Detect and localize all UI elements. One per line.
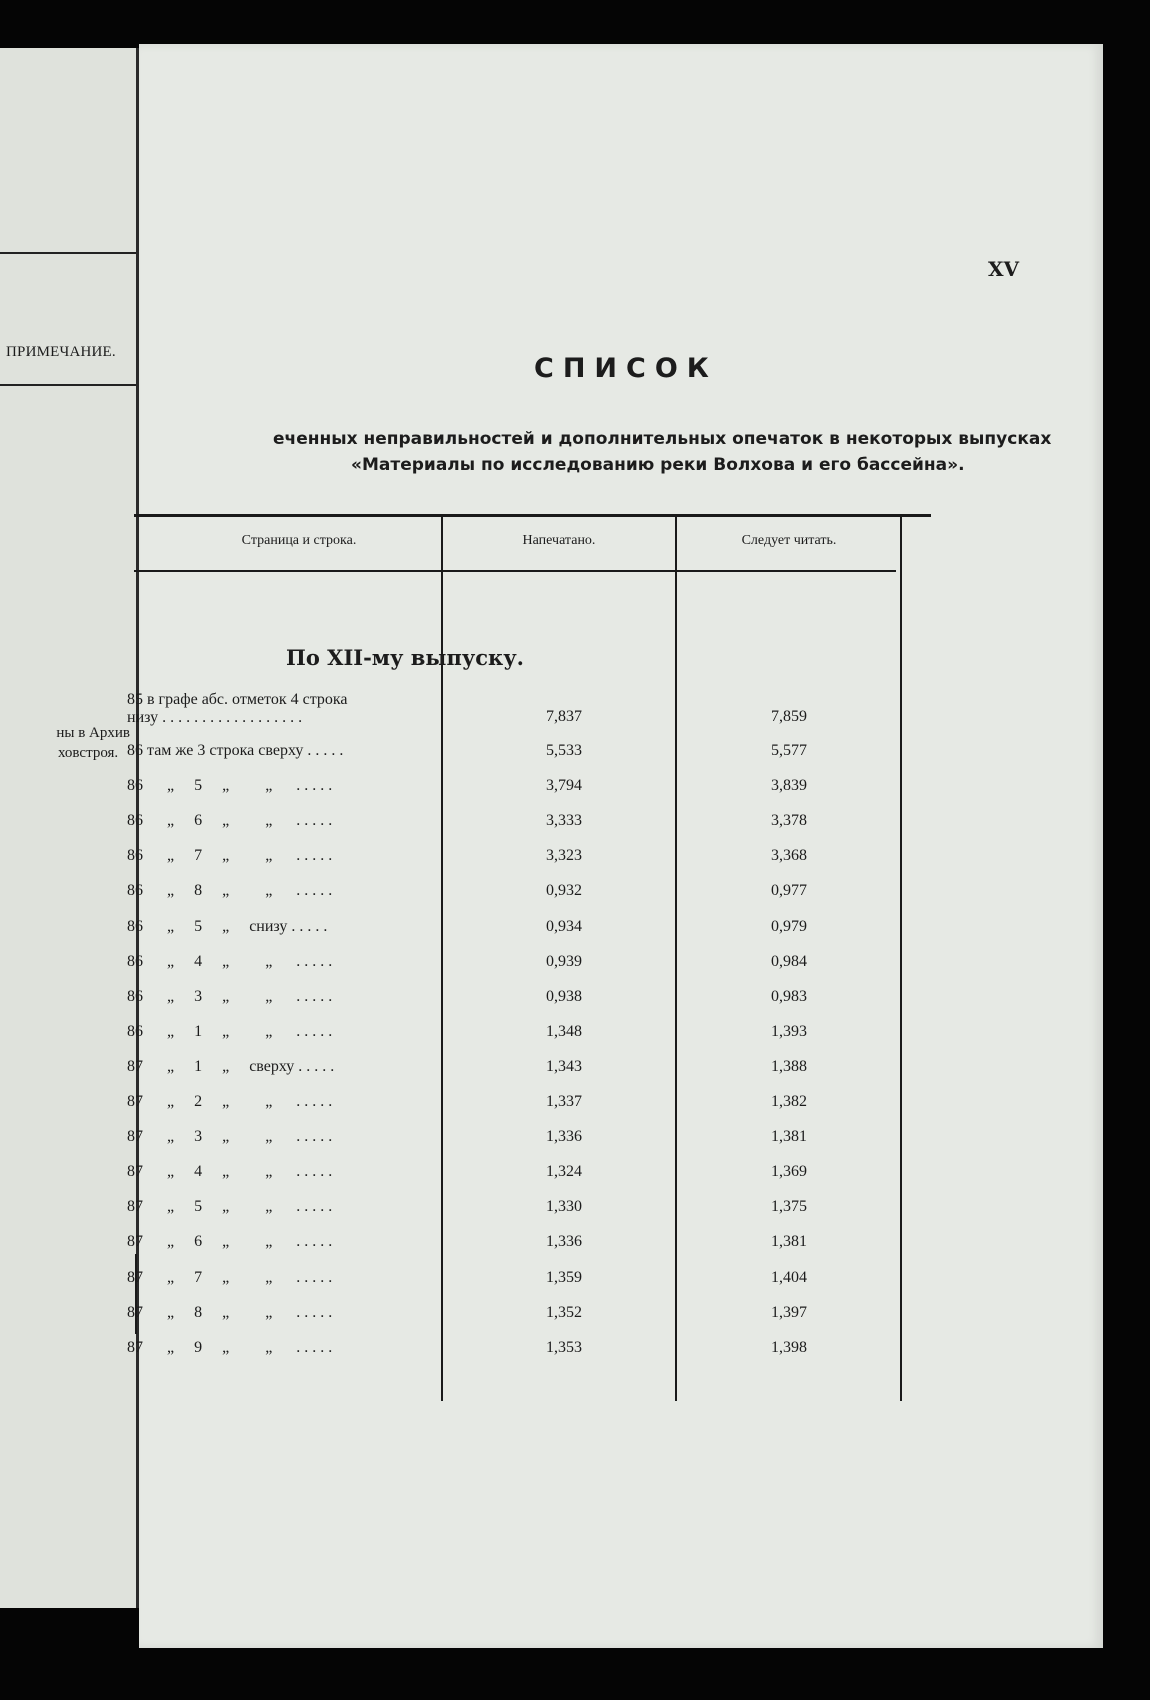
row-should-read-value: 3,839 (771, 777, 807, 795)
left-text-line2: ховстроя. (58, 745, 119, 761)
row-page-line: 87 „ 6 „ „ . . . . . (127, 1233, 333, 1251)
row-should-read-value: 0,979 (771, 917, 807, 935)
row-page-line: 87 „ 5 „ „ . . . . . (127, 1198, 333, 1216)
row-page-line: 87 „ 2 „ „ . . . . . (127, 1093, 333, 1110)
row-printed-value: 0,938 (546, 987, 582, 1005)
row-should-read-value: 1,382 (771, 1093, 807, 1110)
row-printed-value: 1,348 (546, 1022, 582, 1040)
page-title: СПИСОК (534, 353, 718, 384)
row-page-line: 87 „ 7 „ „ . . . . . (127, 1268, 333, 1286)
row-page-line: 86 „ 4 „ „ . . . . . (127, 952, 333, 970)
row-page-line: 86 „ 5 „ „ . . . . . (127, 777, 333, 795)
row-printed-value: 0,934 (546, 917, 582, 935)
row-printed-value: 1,337 (546, 1093, 582, 1110)
row-page-line: 87 „ 9 „ „ . . . . . (127, 1338, 333, 1356)
page-number: XV (988, 257, 1020, 281)
table-right-rule (900, 516, 902, 1401)
row-page-line: 87 „ 3 „ „ . . . . . (127, 1128, 333, 1146)
row-should-read-value: 1,397 (771, 1303, 807, 1321)
left-note-heading: ПРИМЕЧАНИЕ. (6, 344, 116, 360)
row-should-read-value: 0,984 (771, 952, 807, 970)
row-page-line: 87 „ 1 „ сверху . . . . . (127, 1057, 335, 1075)
row-page-line: 86 там же 3 строка сверху . . . . . (127, 742, 344, 759)
row-should-read-value: 1,381 (771, 1233, 807, 1251)
document-page (127, 44, 1103, 1648)
row-should-read-value: 1,369 (771, 1163, 807, 1181)
row-page-line-continued: низу . . . . . . . . . . . . . . . . . . (127, 709, 303, 726)
row-printed-value: 3,794 (546, 777, 582, 795)
column-header-printed: Напечатано. (522, 533, 596, 548)
table-top-rule (134, 514, 931, 517)
row-printed-value: 1,359 (546, 1268, 582, 1286)
row-page-line: 85 в графе абс. отметок 4 строка (127, 691, 348, 708)
row-printed-value: 1,336 (546, 1233, 582, 1251)
row-page-line: 86 „ 6 „ „ . . . . . (127, 812, 333, 830)
table-left-rule (135, 1254, 137, 1334)
row-printed-value: 1,330 (546, 1198, 582, 1216)
row-printed-value: 1,324 (546, 1163, 582, 1181)
left-rule-bottom (0, 384, 136, 386)
row-should-read-value: 3,368 (771, 847, 807, 865)
table-header-rule (134, 570, 896, 572)
subtitle-line2: «Материалы по исследованию реки Волхова и его бассейна». (351, 455, 965, 475)
row-page-line: 87 „ 8 „ „ . . . . . (127, 1303, 333, 1321)
subtitle-line1: еченных неправильностей и дополнительных опечаток в некоторых выпусках (273, 429, 1052, 449)
left-rule-top (0, 252, 136, 254)
row-printed-value: 0,939 (546, 952, 582, 970)
column-divider-2 (675, 516, 677, 1401)
row-page-line: 86 „ 3 „ „ . . . . . (127, 987, 333, 1005)
row-should-read-value: 7,859 (771, 708, 807, 725)
row-should-read-value: 1,375 (771, 1198, 807, 1216)
row-page-line: 86 „ 5 „ снизу . . . . . (127, 917, 328, 935)
row-printed-value: 7,837 (546, 708, 582, 725)
row-should-read-value: 1,398 (771, 1338, 807, 1356)
column-header-page-line: Страница и строка. (241, 533, 357, 548)
row-page-line: 86 „ 8 „ „ . . . . . (127, 882, 333, 900)
row-printed-value: 3,323 (546, 847, 582, 865)
row-printed-value: 1,336 (546, 1128, 582, 1146)
row-should-read-value: 3,378 (771, 812, 807, 830)
row-printed-value: 1,353 (546, 1338, 582, 1356)
row-should-read-value: 1,381 (771, 1128, 807, 1146)
left-text-line1: ны в Архив (56, 725, 130, 741)
section-title: По XII-му выпуску. (286, 645, 524, 670)
row-page-line: 86 „ 1 „ „ . . . . . (127, 1022, 333, 1040)
row-should-read-value: 0,977 (771, 882, 807, 900)
left-page-fragment (0, 48, 136, 1608)
row-should-read-value: 1,393 (771, 1022, 807, 1040)
row-should-read-value: 1,404 (771, 1268, 807, 1286)
row-page-line: 86 „ 7 „ „ . . . . . (127, 847, 333, 865)
row-should-read-value: 1,388 (771, 1057, 807, 1075)
row-printed-value: 1,352 (546, 1303, 582, 1321)
row-printed-value: 0,932 (546, 882, 582, 900)
column-header-should-read: Следует читать. (741, 533, 837, 548)
row-printed-value: 3,333 (546, 812, 582, 830)
row-printed-value: 1,343 (546, 1057, 582, 1075)
row-should-read-value: 0,983 (771, 987, 807, 1005)
row-printed-value: 5,533 (546, 742, 582, 759)
row-should-read-value: 5,577 (771, 742, 807, 759)
row-page-line: 87 „ 4 „ „ . . . . . (127, 1163, 333, 1181)
